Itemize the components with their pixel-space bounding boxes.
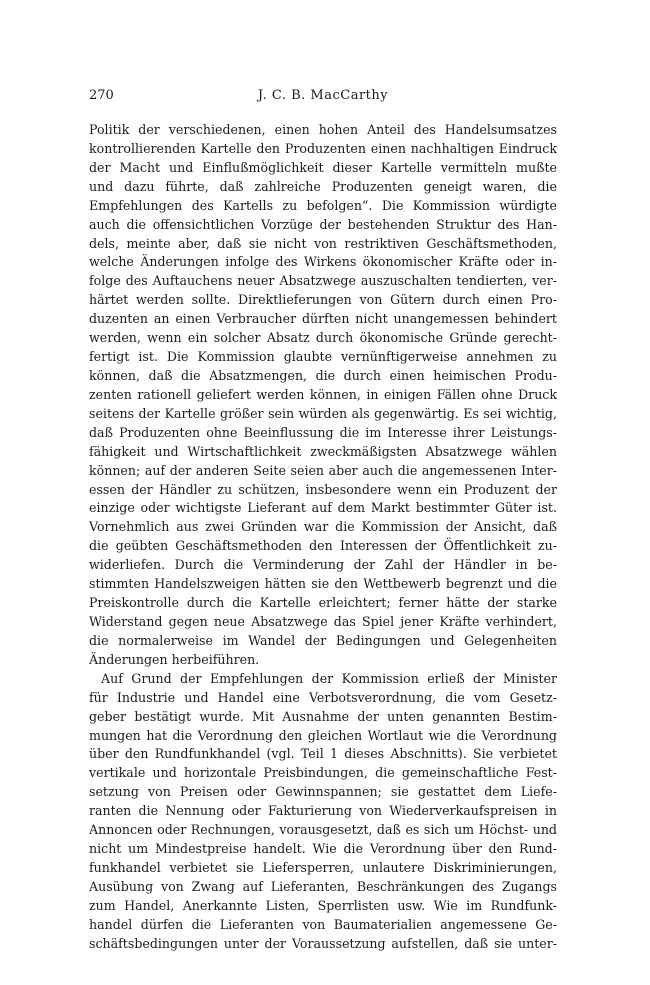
text-line: essen der Händler zu schützen, insbesondere wenn ein Produzent der — [89, 481, 557, 497]
text-line: Vornehmlich aus zwei Gründen war die Kommission der Ansicht, daß — [89, 519, 557, 535]
text-line: duzenten an einen Verbraucher dürften nicht unangemessen behindert — [89, 311, 557, 327]
text-line: einzige oder wichtigste Lieferant auf dem Markt bestimmter Güter ist. — [89, 500, 557, 516]
book-page — [89, 88, 557, 954]
running-head: J. C. B. MacCarthy — [257, 88, 389, 103]
text-line: Widerstand gegen neue Absatzwege das Spiel jener Kräfte verhindert, — [89, 613, 557, 629]
text-line: Preiskontrolle durch die Kartelle erleichtert; ferner hätte der starke — [89, 595, 557, 611]
text-line: fertigt ist. Die Kommission glaubte vernünftigerweise annehmen zu — [89, 349, 557, 365]
text-line: widerliefen. Durch die Verminderung der Zahl der Händler in be- — [89, 557, 557, 573]
text-line: fähigkeit und Wirtschaftlichkeit zweckmäßigsten Absatzwege wählen — [89, 443, 557, 459]
text-line: der Macht und Einflußmöglichkeit dieser Kartelle vermitteln mußte — [89, 159, 557, 175]
text-line: kontrollierenden Kartelle den Produzenten einen nachhaltigen Eindruck — [89, 140, 557, 156]
text-line: dels, meinte aber, daß sie nicht von restriktiven Geschäftsmethoden, — [89, 235, 557, 251]
text-line: Empfehlungen des Kartells zu befolgen“. Die Kommission würdigte — [89, 197, 557, 213]
text-line: die normalerweise im Wandel der Bedingungen und Gelegenheiten — [89, 632, 557, 648]
paragraph — [89, 670, 557, 954]
text-line: nicht um Mindestpreise handelt. Wie die Verordnung über den Rund- — [89, 841, 557, 857]
text-line: können; auf der anderen Seite seien aber auch die angemessenen Inter- — [89, 462, 557, 478]
text-line: vertikale und horizontale Preisbindungen, die gemeinschaftliche Fest- — [89, 765, 557, 781]
text-line: setzung von Preisen oder Gewinnspannen; sie gestattet dem Liefe- — [89, 784, 557, 800]
text-line: schäftsbedingungen unter der Voraussetzung aufstellen, daß sie unter- — [89, 935, 557, 951]
text-line: können, daß die Absatzmengen, die durch einen heimischen Produ- — [89, 367, 557, 383]
text-line: auch die offensichtlichen Vorzüge der bestehenden Struktur des Han- — [89, 216, 557, 232]
text-line: geber bestätigt wurde. Mit Ausnahme der unten genannten Bestim- — [89, 708, 557, 724]
text-line: handel dürfen die Lieferanten von Baumaterialien angemessene Ge- — [89, 916, 557, 932]
text-line: Änderungen herbeiführen. — [89, 651, 260, 667]
text-line: welche Änderungen infolge des Wirkens ökonomischer Kräfte oder in- — [89, 254, 557, 270]
text-line: ranten die Nennung oder Fakturierung von Wiederverkaufspreisen in — [89, 803, 557, 819]
text-line: folge des Auftauchens neuer Absatzwege auszuschalten tendierten, ver- — [89, 273, 557, 289]
text-line: daß Produzenten ohne Beeinflussung die im Interesse ihrer Leistungs- — [89, 424, 557, 440]
text-line: und dazu führte, daß zahlreiche Produzenten geneigt waren, die — [89, 178, 557, 194]
text-line: die geübten Geschäftsmethoden den Interessen der Öffentlichkeit zu- — [89, 538, 557, 554]
paragraph — [89, 121, 557, 670]
text-line: seitens der Kartelle größer sein würden als gegenwärtig. Es sei wichtig, — [89, 405, 557, 421]
text-line: Politik der verschiedenen, einen hohen Anteil des Handelsumsatzes — [89, 122, 557, 137]
text-line: über den Rundfunkhandel (vgl. Teil 1 dieses Abschnitts). Sie verbietet — [89, 746, 557, 762]
text-line: stimmten Handelszweigen hätten sie den Wettbewerb begrenzt und die — [89, 576, 557, 592]
text-line: Auf Grund der Empfehlungen der Kommission erließ der Minister — [101, 670, 557, 686]
text-line: zum Handel, Anerkannte Listen, Sperrlisten usw. Wie im Rundfunk- — [89, 897, 557, 913]
text-line: Annoncen oder Rechnungen, vorausgesetzt, daß es sich um Höchst- und — [89, 822, 557, 838]
text-line: werden, wenn ein solcher Absatz durch ökonomische Gründe gerecht- — [89, 330, 557, 346]
body-text — [89, 121, 557, 954]
text-line: Ausübung von Zwang auf Lieferanten, Beschränkungen des Zugangs — [89, 878, 557, 894]
text-line: funkhandel verbietet sie Liefersperren, unlautere Diskriminierungen, — [89, 859, 557, 875]
text-line: zenten rationell geliefert werden können, in einigen Fällen ohne Druck — [89, 386, 557, 402]
text-line: mungen hat die Verordnung den gleichen Wortlaut wie die Verordnung — [89, 727, 557, 743]
page-number: 270 — [89, 88, 114, 103]
page-header — [89, 88, 557, 108]
text-line: härtet werden sollte. Direktlieferungen von Gütern durch einen Pro- — [89, 292, 557, 308]
text-line: für Industrie und Handel eine Verbotsverordnung, die vom Gesetz- — [89, 689, 557, 705]
